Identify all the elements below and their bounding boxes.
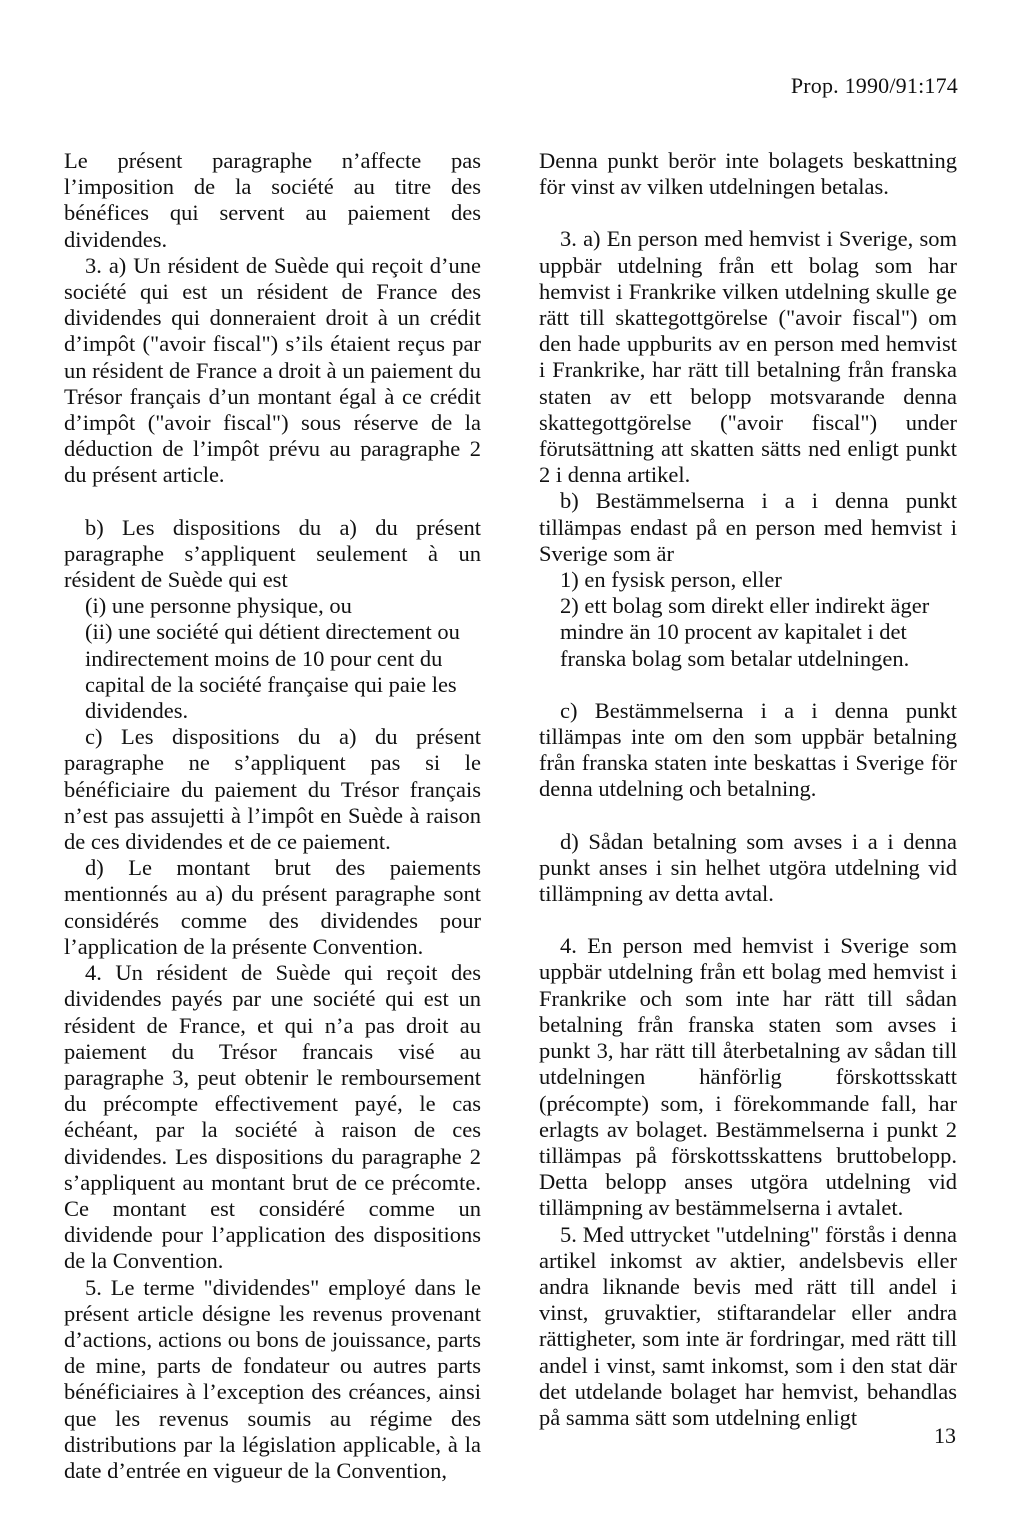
fr-paragraph-3c: c) Les dispositions du a) du présent paragraphe ne s’appliquent pas si le bénéficiaire du paiement du Trésor français n’est pas assujetti à l’impôt en Suède à raison de ces dividendes et de ce paiement. — [64, 724, 481, 855]
sv-item-1: 1) en fysisk person, eller — [560, 567, 782, 593]
swedish-column — [539, 148, 957, 1431]
proposition-reference: Prop. 1990/91:174 — [790, 73, 958, 98]
fr-paragraph-intro: Le présent paragraphe n’affecte pas l’imposition de la société au titre des bénéfices qui servent au paiement des dividendes. — [64, 148, 481, 252]
sv-paragraph-3c: c) Bestämmelserna i a i denna punkt tillämpas inte om den som uppbär betalning från franska staten inte beskattas i Sverige för denna utdelning och betalning. — [539, 697, 957, 802]
page-number: 13 — [934, 1423, 956, 1448]
fr-paragraph-5: 5. Le terme "dividendes" employé dans le présent article désigne les revenus provenant d’actions, actions ou bons de jouissance, parts de mine, parts de fondateur ou autres parts bénéficiaires à l’exception des créances, ainsi que les revenus soumis au régime des distributions par la législation applicable, à la date d’entrée en vigueur de la Convention, — [64, 1274, 481, 1483]
french-column — [64, 148, 481, 1484]
fr-paragraph-3a: 3. a) Un résident de Suède qui reçoit d’une société qui est un résident de France des dividendes qui donneraient droit à un crédit d’impôt ("avoir fiscal") s’ils étaient reçus par un résident de France a droit à un paiement du Trésor français d’un montant égal à ce crédit d’impôt ("avoir fiscal") sous réserve de la déduction de l’impôt prévu au paragraphe 2 du présent article. — [64, 252, 481, 488]
sv-item-2: 2) ett bolag som direkt eller indirekt äger mindre än 10 procent av kapitalet i det franska bolag som betalar utdelningen. — [560, 593, 930, 671]
sv-paragraph-4: 4. En person med hemvist i Sverige som uppbär utdelning från ett bolag med hemvist i Frankrike och som inte har rätt till sådan betalning från franska staten som avses i punkt 3, har rätt till återbetalning av sådan till utdelningen hänförlig förskottsskatt (précompte) som, i förekommande fall, har erlagts av bolaget. Bestämmelserna i punkt 2 tillämpas på förskottsskattens bruttobelopp. Detta belopp anses utgöra utdelning vid tillämpning av bestämmelserna i avtalet. — [539, 933, 957, 1221]
fr-paragraph-4: 4. Un résident de Suède qui reçoit des dividendes payés par une société qui est un résident de France, et qui n’a pas droit au paiement du Trésor francais visé au paragraphe 3, peut obtenir le remboursement du précompte effectivement payé, le cas échéant, par la société à raison de ces dividendes. Les dispositions du paragraphe 2 s’appliquent au montant brut de ce précomte. Ce montant est considéré comme un dividende pour l’application des dispositions de la Convention. — [64, 960, 481, 1274]
fr-item-i: (i) une personne physique, ou — [85, 593, 352, 619]
sv-paragraph-3b: b) Bestämmelserna i a i denna punkt tillämpas endast på en person med hemvist i Sverige som är — [539, 488, 957, 566]
sv-paragraph-3a: 3. a) En person med hemvist i Sverige, som uppbär utdelning från ett bolag som har hemvist i Frankrike vilken utdelning skulle ge rätt till skattegottgörelse ("avoir fiscal") om den hade uppburits av en person med hemvist i Frankrike, har rätt till betalning från franska staten av ett belopp motsvarande denna skattegottgörelse ("avoir fiscal") under förutsättning att skatten sätts ned enligt punkt 2 i denna artikel. — [539, 226, 957, 488]
fr-paragraph-3d: d) Le montant brut des paiements mentionnés au a) du présent paragraphe sont considérés comme des dividendes pour l’application de la présente Convention. — [64, 855, 481, 959]
fr-paragraph-3b: b) Les dispositions du a) du présent paragraphe s’appliquent seulement à un résident de Suède qui est — [64, 514, 481, 593]
sv-paragraph-5: 5. Med uttrycket "utdelning" förstås i denna artikel inkomst av aktier, andelsbevis eller andra liknande bevis med rätt till andel i vinst, gruvaktier, stiftarandelar eller andra rättigheter, som inte är fordringar, med rätt till andel i vinst, samt inkomst, som i den stat där det utdelande bolaget har hemvist, behandlas på samma sätt som utdelning enligt — [539, 1221, 957, 1430]
sv-paragraph-intro: Denna punkt berör inte bolagets beskattning för vinst av vilken utdelningen betalas. — [539, 148, 957, 200]
sv-paragraph-3d: d) Sådan betalning som avses i a i denna punkt anses i sin helhet utgöra utdelning vid tillämpning av detta avtal. — [539, 828, 957, 907]
fr-item-ii: (ii) une société qui détient directement ou indirectement moins de 10 pour cent du capital de la société française qui paie les dividendes. — [85, 619, 460, 724]
